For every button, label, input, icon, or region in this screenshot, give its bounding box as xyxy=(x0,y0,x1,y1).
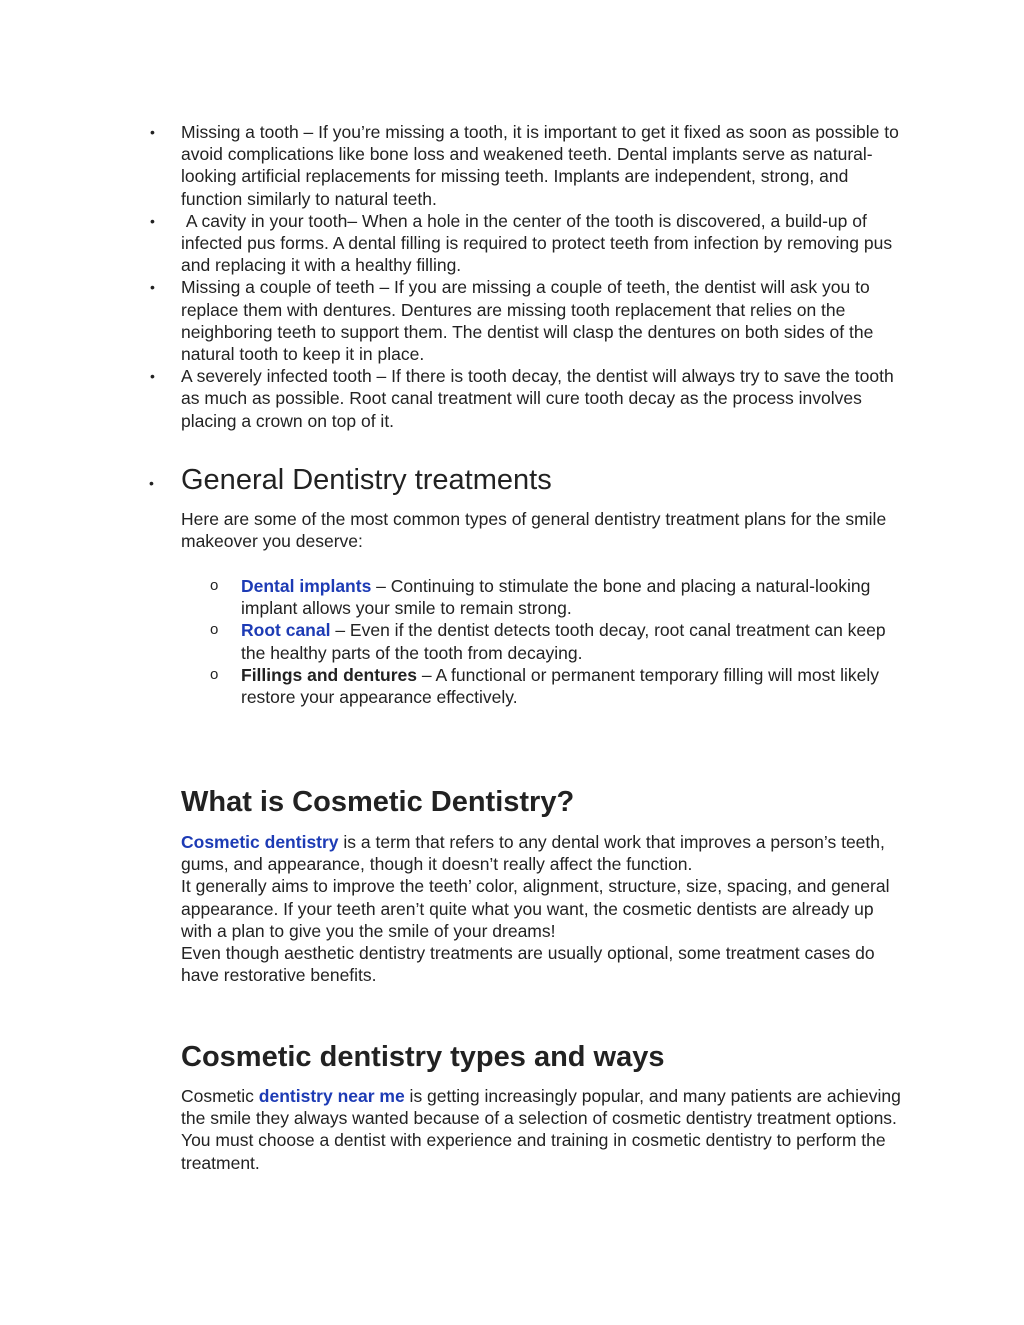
list-item xyxy=(0,664,909,708)
list-item xyxy=(0,121,909,210)
cosmetic-dentistry-heading: What is Cosmetic Dentistry? xyxy=(181,786,575,818)
root-canal-link[interactable]: Root canal xyxy=(241,620,331,641)
list-item-text: – A functional or permanent temporary filling will most likely restore your appearance effectively. xyxy=(241,664,880,708)
paragraph-text: is a term that refers to any dental work that improves a person’s teeth, gums, and appearance, though it doesn’t really affect the function. xyxy=(181,832,885,875)
paragraph-text: Cosmetic xyxy=(181,1086,259,1106)
list-item-text: A cavity in your tooth– When a hole in the center of the tooth is discovered, a build-up of infected pus forms. A dental filling is required to protect teeth from infection by removing pus and replacing it with a healthy filling. xyxy=(181,210,897,276)
list-item xyxy=(0,619,909,663)
list-item-text: – Even if the dentist detects tooth decay, root canal treatment can keep the healthy parts of the tooth from decaying. xyxy=(241,620,886,663)
dentistry-near-me-link[interactable]: dentistry near me xyxy=(258,1086,405,1106)
circle-bullet-icon: o xyxy=(210,577,219,594)
general-dentistry-heading: General Dentistry treatments xyxy=(181,464,552,496)
condition-list xyxy=(0,121,1024,432)
list-item-text: Missing a couple of teeth – If you are missing a couple of teeth, the dentist will ask you to replace them with dentures. Dentures are missing tooth replacement that relies on the neighboring teeth to support them. The dentist will clasp the dentures on both sides of the natural tooth to keep it in place. xyxy=(181,277,874,365)
paragraph: It generally aims to improve the teeth’ color, alignment, structure, size, spacing, and general appearance. If your teeth aren’t quite what you want, the cosmetic dentists are already up with a plan to give you the smile of your dreams! xyxy=(181,876,890,941)
list-item xyxy=(0,575,909,619)
paragraph-text: is getting increasingly popular, and many patients are achieving the smile they always wanted because of a selection of cosmetic dentistry treatment options. You must choose a dentist with experience and training in cosmetic dentistry to perform the treatment. xyxy=(181,1086,901,1173)
fillings-dentures-term: Fillings and dentures xyxy=(241,664,417,685)
list-item xyxy=(0,276,909,365)
circle-bullet-icon: o xyxy=(210,621,219,639)
bullet-icon: • xyxy=(150,124,155,140)
cosmetic-types-heading: Cosmetic dentistry types and ways xyxy=(181,1041,665,1073)
dental-implants-link[interactable]: Dental implants xyxy=(241,576,372,596)
list-item xyxy=(0,365,909,432)
general-dentistry-intro: Here are some of the most common types of general dentistry treatment plans for the smile makeover you deserve: xyxy=(181,509,887,552)
list-item xyxy=(0,210,909,277)
paragraph: Even though aesthetic dentistry treatments are usually optional, some treatment cases do have restorative benefits. xyxy=(181,943,875,986)
treatment-list xyxy=(0,575,1024,708)
bullet-icon: • xyxy=(150,212,155,229)
list-item-text: – Continuing to stimulate the bone and placing a natural-looking implant allows your smile to remain strong. xyxy=(241,576,871,619)
bullet-icon: • xyxy=(149,475,154,491)
circle-bullet-icon: o xyxy=(210,665,219,683)
bullet-icon: • xyxy=(150,368,155,385)
list-item-text: Missing a tooth – If you’re missing a tooth, it is important to get it fixed as soon as possible to avoid complications like bone loss and weakened teeth. Dental implants serve as natural-looking artificial replacements for missing teeth. Implants are independent, strong, and function similarly to natural teeth. xyxy=(181,122,899,209)
cosmetic-dentistry-section xyxy=(181,831,909,986)
cosmetic-types-paragraph xyxy=(181,1085,909,1174)
bullet-icon: • xyxy=(150,279,155,296)
cosmetic-dentistry-link[interactable]: Cosmetic dentistry xyxy=(181,832,339,852)
paragraph xyxy=(181,831,909,875)
list-item-text: A severely infected tooth – If there is tooth decay, the dentist will always try to save the tooth as much as possible. Root canal treatment will cure tooth decay as the process involves placing a crown on top of it. xyxy=(181,366,894,431)
